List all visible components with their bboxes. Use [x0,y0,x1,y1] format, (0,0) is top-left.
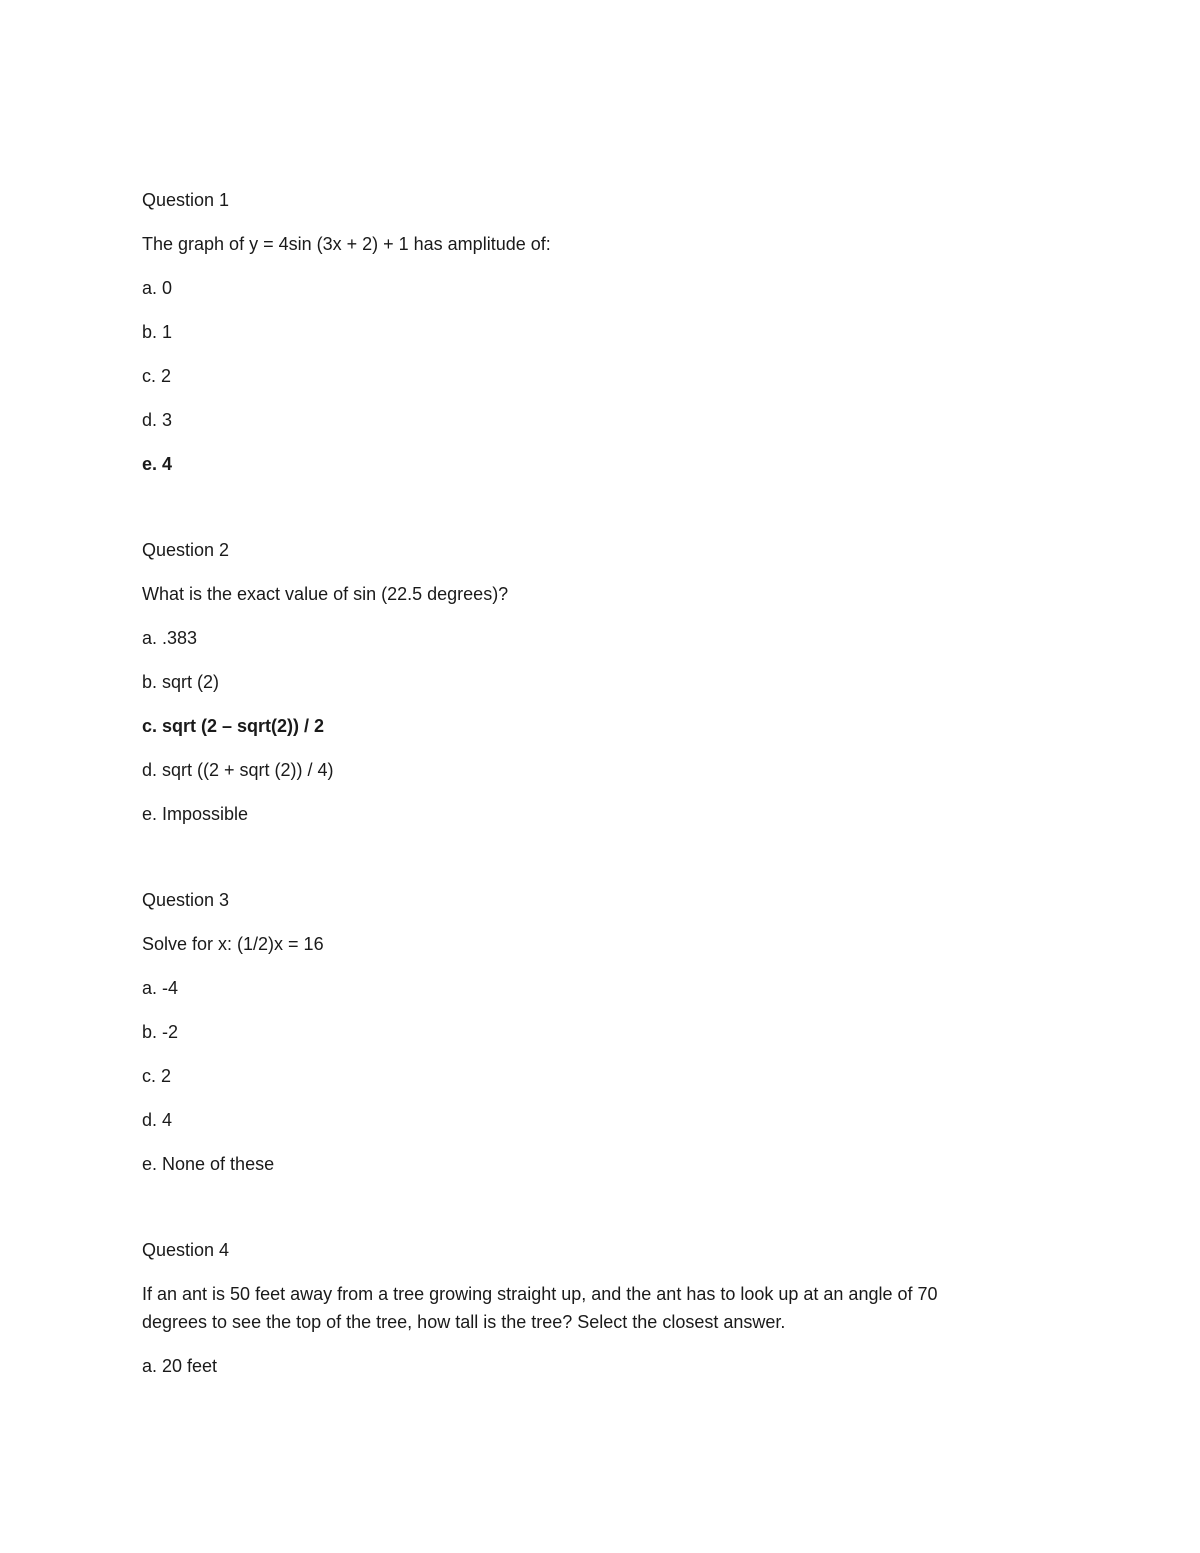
question-1-option-b: b. 1 [142,322,173,342]
question-2-prompt: What is the exact value of sin (22.5 degrees)? [142,584,509,604]
question-4-prompt-line-2: degrees to see the top of the tree, how tall is the tree? Select the closest answer. [142,1312,786,1332]
question-2-option-a: a. .383 [142,628,198,648]
question-1-option-c: c. 2 [142,366,172,386]
question-2-option-d: d. sqrt ((2 + sqrt (2)) / 4) [142,760,334,780]
question-2-option-c: c. sqrt (2 – sqrt(2)) / 2 [142,716,325,736]
question-1-option-d: d. 3 [142,410,173,430]
question-1-title: Question 1 [142,190,230,210]
question-3-option-a: a. -4 [142,978,179,998]
question-1-option-a: a. 0 [142,278,173,298]
question-4-prompt-line-1: If an ant is 50 feet away from a tree growing straight up, and the ant has to look up at an angle of 70 [142,1284,938,1304]
question-4-option-a: a. 20 feet [142,1356,218,1376]
question-2-option-e: e. Impossible [142,804,249,824]
question-1-option-e: e. 4 [142,454,173,474]
question-2-title: Question 2 [142,540,230,560]
question-2-option-b: b. sqrt (2) [142,672,220,692]
question-3-option-d: d. 4 [142,1110,173,1130]
question-3-option-e: e. None of these [142,1154,275,1174]
question-1-prompt: The graph of y = 4sin (3x + 2) + 1 has amplitude of: [142,234,551,254]
question-4-title: Question 4 [142,1240,230,1260]
question-3-option-b: b. -2 [142,1022,179,1042]
question-3-prompt: Solve for x: (1/2)x = 16 [142,934,324,954]
question-3-option-c: c. 2 [142,1066,172,1086]
question-3-title: Question 3 [142,890,230,910]
